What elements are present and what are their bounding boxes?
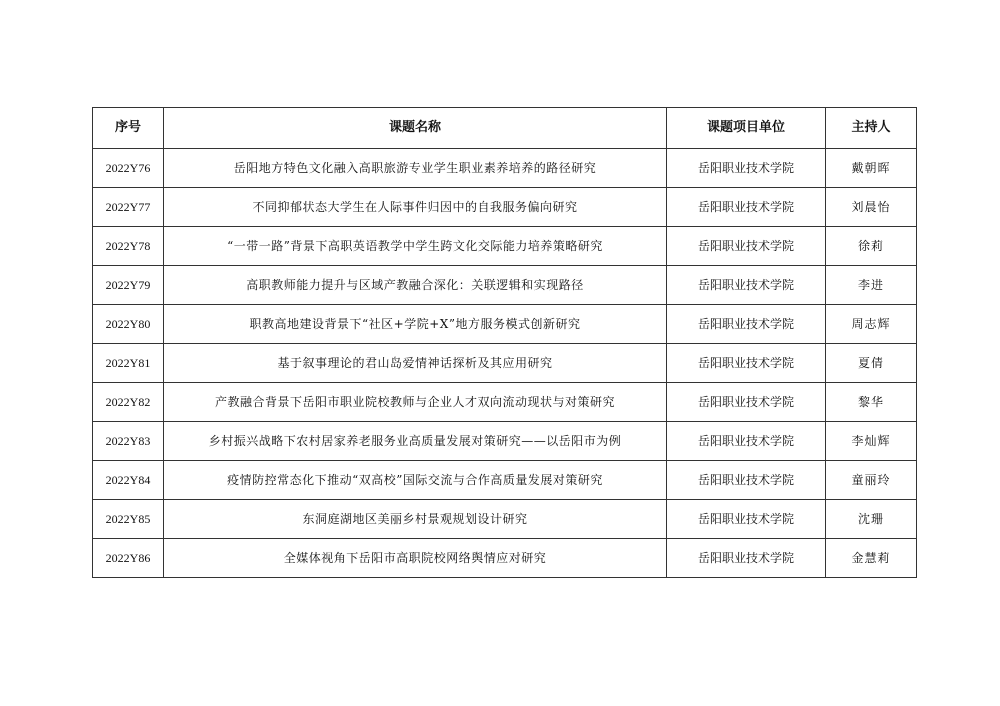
project-name-cell: 东洞庭湖地区美丽乡村景观规划设计研究	[164, 500, 667, 539]
table-row	[93, 188, 917, 227]
host-cell: 李灿辉	[826, 422, 917, 461]
host-cell: 金慧莉	[826, 539, 917, 578]
project-unit-cell: 岳阳职业技术学院	[667, 383, 826, 422]
project-name-cell: 疫情防控常态化下推动“双高校”国际交流与合作高质量发展对策研究	[164, 461, 667, 500]
project-unit-cell: 岳阳职业技术学院	[667, 422, 826, 461]
project-unit-cell: 岳阳职业技术学院	[667, 305, 826, 344]
host-cell: 黎华	[826, 383, 917, 422]
project-name-cell: 职教高地建设背景下“社区+学院+X”地方服务模式创新研究	[164, 305, 667, 344]
project-name-cell: 不同抑郁状态大学生在人际事件归因中的自我服务偏向研究	[164, 188, 667, 227]
header-host: 主持人	[826, 108, 917, 149]
project-unit-cell: 岳阳职业技术学院	[667, 188, 826, 227]
header-serial-number: 序号	[93, 108, 164, 149]
table-row	[93, 266, 917, 305]
host-cell: 戴朝晖	[826, 149, 917, 188]
project-unit-cell: 岳阳职业技术学院	[667, 149, 826, 188]
project-unit-cell: 岳阳职业技术学院	[667, 500, 826, 539]
host-cell: 童丽玲	[826, 461, 917, 500]
project-table	[92, 107, 917, 578]
serial-number-cell: 2022Y85	[93, 500, 164, 539]
table-row	[93, 305, 917, 344]
project-name-cell: 产教融合背景下岳阳市职业院校教师与企业人才双向流动现状与对策研究	[164, 383, 667, 422]
serial-number-cell: 2022Y80	[93, 305, 164, 344]
project-name-cell: 全媒体视角下岳阳市高职院校网络舆情应对研究	[164, 539, 667, 578]
serial-number-cell: 2022Y86	[93, 539, 164, 578]
host-cell: 徐莉	[826, 227, 917, 266]
project-name-cell: 基于叙事理论的君山岛爱情神话探析及其应用研究	[164, 344, 667, 383]
project-unit-cell: 岳阳职业技术学院	[667, 344, 826, 383]
table-row	[93, 500, 917, 539]
project-name-cell: 乡村振兴战略下农村居家养老服务业高质量发展对策研究——以岳阳市为例	[164, 422, 667, 461]
project-unit-cell: 岳阳职业技术学院	[667, 266, 826, 305]
host-cell: 沈珊	[826, 500, 917, 539]
table-header-row	[93, 108, 917, 149]
table-row	[93, 422, 917, 461]
header-project-name: 课题名称	[164, 108, 667, 149]
host-cell: 刘晨怡	[826, 188, 917, 227]
table-row	[93, 227, 917, 266]
project-unit-cell: 岳阳职业技术学院	[667, 539, 826, 578]
project-name-cell: 岳阳地方特色文化融入高职旅游专业学生职业素养培养的路径研究	[164, 149, 667, 188]
host-cell: 周志辉	[826, 305, 917, 344]
project-unit-cell: 岳阳职业技术学院	[667, 227, 826, 266]
header-project-unit: 课题项目单位	[667, 108, 826, 149]
table-row	[93, 383, 917, 422]
table-row	[93, 149, 917, 188]
serial-number-cell: 2022Y76	[93, 149, 164, 188]
serial-number-cell: 2022Y78	[93, 227, 164, 266]
project-unit-cell: 岳阳职业技术学院	[667, 461, 826, 500]
table-row	[93, 461, 917, 500]
serial-number-cell: 2022Y82	[93, 383, 164, 422]
serial-number-cell: 2022Y81	[93, 344, 164, 383]
table-row	[93, 539, 917, 578]
serial-number-cell: 2022Y83	[93, 422, 164, 461]
project-name-cell: “一带一路”背景下高职英语教学中学生跨文化交际能力培养策略研究	[164, 227, 667, 266]
serial-number-cell: 2022Y79	[93, 266, 164, 305]
project-name-cell: 高职教师能力提升与区域产教融合深化：关联逻辑和实现路径	[164, 266, 667, 305]
serial-number-cell: 2022Y77	[93, 188, 164, 227]
serial-number-cell: 2022Y84	[93, 461, 164, 500]
host-cell: 李进	[826, 266, 917, 305]
host-cell: 夏倩	[826, 344, 917, 383]
table-row	[93, 344, 917, 383]
